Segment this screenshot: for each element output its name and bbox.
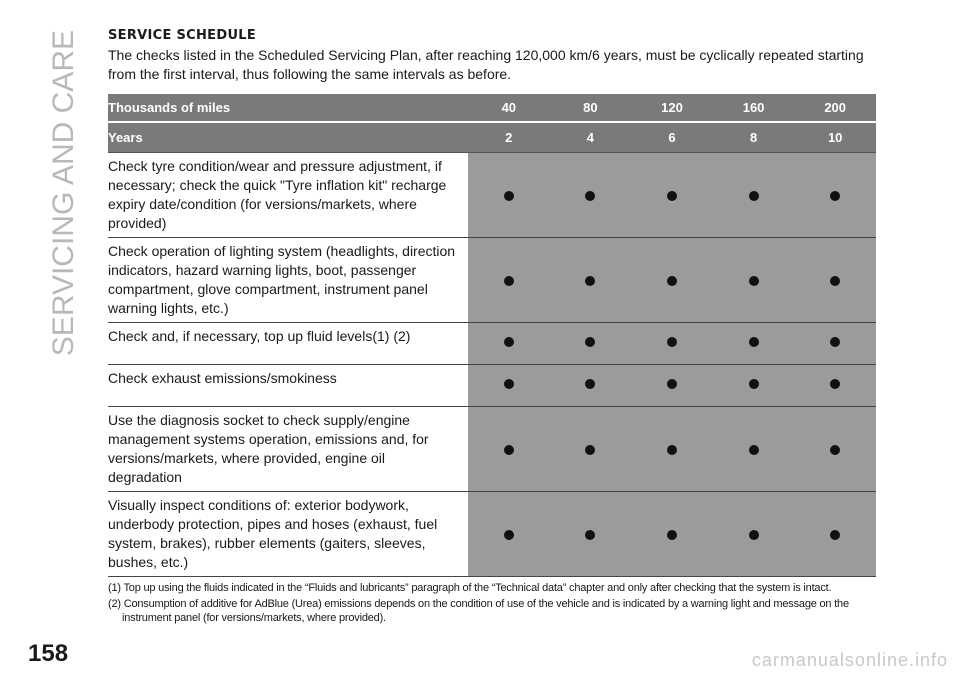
interval-cell [468,365,550,407]
watermark: carmanualsonline.info [751,650,948,670]
interval-cell [713,407,795,492]
miles-header-row [108,94,876,122]
interval-cell [713,238,795,323]
miles-label: Thousands of miles [108,94,468,122]
table-row [108,407,876,492]
check-description: Use the diagnosis socket to check supply/engine management systems operation, emissions and, for versions/markets, where provided, engine oil degradation [108,407,468,492]
check-mark-dot [585,276,595,286]
interval-cell [631,153,713,238]
check-mark-dot [749,276,759,286]
schedule-body [108,153,876,577]
page-number: 158 [28,640,69,667]
page-content [108,28,876,627]
check-mark-dot [830,379,840,389]
check-description: Visually inspect conditions of: exterior bodywork, underbody protection, pipes and hoses (exhaust, fuel system, brakes), rubber elements (gaiters, sleeves, bushes, etc.) [108,492,468,577]
miles-value: 160 [713,94,795,122]
table-row [108,238,876,323]
check-mark-dot [667,337,677,347]
miles-value: 40 [468,94,550,122]
check-mark-dot [667,276,677,286]
interval-cell [550,153,632,238]
check-mark-dot [830,191,840,201]
check-mark-dot [504,379,514,389]
check-mark-dot [667,445,677,455]
check-description: Check operation of lighting system (headlights, direction indicators, hazard warning lights, boot, passenger compartment, glove compartment, instrument panel warning lights, etc.) [108,238,468,323]
miles-value: 80 [550,94,632,122]
years-value: 10 [794,122,876,153]
miles-value: 200 [794,94,876,122]
years-value: 2 [468,122,550,153]
interval-cell [794,323,876,365]
intro-paragraph: The checks listed in the Scheduled Servicing Plan, after reaching 120,000 km/6 years, must be cyclically repeated starting from the first interval, thus following the same intervals as before. [108,47,864,82]
check-mark-dot [667,379,677,389]
interval-cell [468,238,550,323]
check-mark-dot [504,530,514,540]
service-schedule-table [108,94,876,577]
years-label: Years [108,122,468,153]
check-mark-dot [504,337,514,347]
check-mark-dot [830,337,840,347]
check-mark-dot [585,379,595,389]
check-mark-dot [504,445,514,455]
table-row [108,365,876,407]
interval-cell [550,407,632,492]
check-mark-dot [504,276,514,286]
interval-cell [794,153,876,238]
footnotes [108,581,876,625]
check-mark-dot [749,337,759,347]
check-mark-dot [667,191,677,201]
interval-cell [550,492,632,577]
interval-cell [550,323,632,365]
interval-cell [794,365,876,407]
interval-cell [631,407,713,492]
check-mark-dot [585,337,595,347]
table-row [108,323,876,365]
check-mark-dot [585,530,595,540]
interval-cell [550,238,632,323]
check-mark-dot [749,379,759,389]
chapter-side-title-text: SERVICING AND CARE [47,30,80,357]
interval-cell [631,365,713,407]
interval-cell [713,323,795,365]
check-mark-dot [585,445,595,455]
interval-cell [794,407,876,492]
interval-cell [468,407,550,492]
years-value: 6 [631,122,713,153]
check-mark-dot [830,530,840,540]
check-mark-dot [749,530,759,540]
check-mark-dot [585,191,595,201]
interval-cell [794,238,876,323]
check-mark-dot [667,530,677,540]
interval-cell [468,153,550,238]
check-description: Check tyre condition/wear and pressure adjustment, if necessary; check the quick "Tyre inflation kit" recharge expiry date/condition (for versions/markets, where provided) [108,153,468,238]
interval-cell [713,492,795,577]
years-value: 4 [550,122,632,153]
interval-cell [713,153,795,238]
interval-cell [631,492,713,577]
check-mark-dot [830,445,840,455]
check-mark-dot [749,191,759,201]
interval-cell [631,323,713,365]
table-row [108,153,876,238]
miles-value: 120 [631,94,713,122]
check-description: Check exhaust emissions/smokiness [108,365,468,407]
table-row [108,492,876,577]
years-header-row [108,122,876,153]
interval-cell [794,492,876,577]
interval-cell [631,238,713,323]
check-mark-dot [504,191,514,201]
footnote: (2) Consumption of additive for AdBlue (Urea) emissions depends on the condition of use of the vehicle and is indicated by a warning light and message on the instrument panel (for versions/markets, where provided). [108,598,849,624]
years-value: 8 [713,122,795,153]
section-heading: SERVICE SCHEDULE [108,28,257,43]
interval-cell [468,492,550,577]
footnote: (1) Top up using the fluids indicated in the “Fluids and lubricants” paragraph of the “Technical data” chapter and only after checking that the system is intact. [108,582,832,594]
interval-cell [550,365,632,407]
check-mark-dot [749,445,759,455]
check-mark-dot [830,276,840,286]
chapter-side-title [40,30,88,357]
check-description: Check and, if necessary, top up fluid levels(1) (2) [108,323,468,365]
interval-cell [468,323,550,365]
interval-cell [713,365,795,407]
